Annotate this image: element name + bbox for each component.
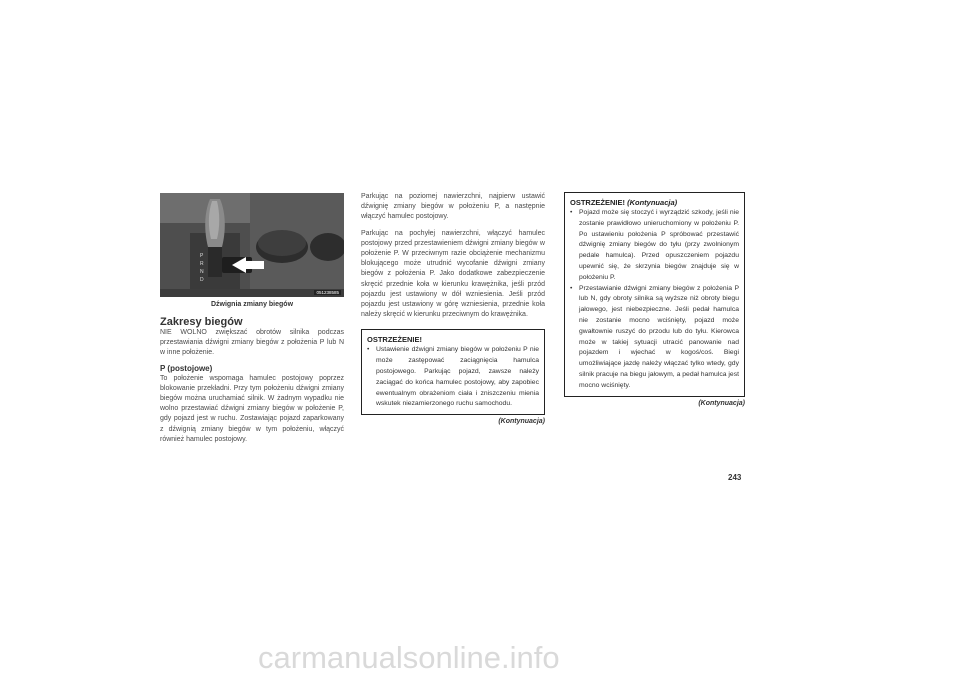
warning-item: • Przestawianie dźwigni zmiany biegów z położenia P lub N, gdy obroty silnika są wyższe niż obroty biegu jałowego, jest niebezpieczne. Jeśli pedał hamulca nie zostanie mocno wciśnięty, pojazd może gwałtownie ruszyć do przodu lub do tyłu. Kierowca może w takiej sytuacji utracić panowanie nad pojazdem i wjechać w kogoś/coś. Biegi umożliwiające jazdę należy włączać tylko wtedy, gdy silnik pracuje na biegu jałowym, a pedał hamulca jest mocno wciśnięty. xyxy=(570,284,739,389)
bullet-icon: • xyxy=(570,284,573,292)
svg-text:N: N xyxy=(200,269,204,275)
warning-title: OSTRZEŻENIE! xyxy=(367,335,423,345)
continued-label: (Kontynuacja) xyxy=(698,399,745,407)
subsection-title: P (postojowe) xyxy=(160,363,213,373)
bullet-icon: • xyxy=(367,346,370,354)
bullet-icon: • xyxy=(570,209,573,216)
svg-text:D: D xyxy=(200,277,204,283)
watermark-text: carmanualsonline.info xyxy=(258,640,560,675)
left-column xyxy=(160,193,344,445)
middle-column xyxy=(361,192,545,425)
level-parking-text: Parkując na poziomej nawierzchni, najpierw ustawić dźwignię zmiany biegów w położeniu P, a następnie włączyć hamulec postojowy. xyxy=(361,193,545,221)
figure-caption: Dźwignia zmiany biegów xyxy=(210,301,294,308)
right-column xyxy=(564,192,745,407)
svg-text:R: R xyxy=(200,261,204,267)
warning-box xyxy=(361,329,545,415)
gear-shifter-illustration xyxy=(160,193,344,297)
svg-text:P: P xyxy=(200,253,204,259)
page-number: 243 xyxy=(728,473,742,482)
gear-shifter-photo xyxy=(160,193,344,297)
continued-label: (Kontynuacja) xyxy=(498,418,545,426)
section-intro: NIE WOLNO zwiększać obrotów silnika podczas przestawiania dźwigni zmiany biegów z położenia P lub N w inne położenie. xyxy=(160,329,344,357)
warning-item: • Pojazd może się stoczyć i wyrządzić szkody, jeśli nie zostanie prawidłowo unieruchomiony w położeniu P. Po ustawieniu położenia P spróbować przestawić dźwignię zmiany biegów do tyłu (przy zwolnionym pedale hamulca). Przed opuszczeniem pojazdu upewnić się, że skrzynia biegów znajduje się w położeniu P. xyxy=(570,209,739,281)
warning-box-continued xyxy=(564,192,745,397)
figure-code: 051238585 xyxy=(316,290,339,295)
section-title: Zakresy biegów xyxy=(160,316,243,328)
park-description: To położenie wspomaga hamulec postojowy poprzez blokowanie przekładni. Przy tym położeniu dźwigni zmiany biegów można uruchamiać silnik. W żadnym wypadku nie wolno przestawiać dźwigni zmiany biegów w położenie P, gdy pojazd jest w ruchu. Zostawiając pojazd zaparkowany z dźwignią zmiany biegów w tym położeniu, włączyć również hamulec postojowy. xyxy=(160,374,344,443)
slope-parking-text: Parkując na pochyłej nawierzchni, włączyć hamulec postojowy przed przestawieniem dźwigni zmiany biegów w położenie P. W przeciwnym razie obciążenie mechanizmu blokującego może utrudnić wycofanie dźwigni zmiany biegów z położenia P. Jako dodatkowe zabezpieczenie skręcić przednie koła w kierunku krawężnika, jeśli przód pojazdu jest ustawiony w dół wzniesienia. Jeśli przód pojazdu jest ustawiony w górę wzniesienia, przednie koła należy skręcić w kierunku przeciwnym do krawężnika. xyxy=(361,229,545,319)
warning-list xyxy=(570,208,739,392)
warning-item: • Ustawienie dźwigni zmiany biegów w położeniu P nie może zastępować zaciągnięcia hamulca postojowego. Parkując pojazd, zawsze należy zaciągać do końca hamulec postojowy, aby zapobiec ewentualnym obrażeniom ciała i zniszczeniu mienia wskutek niezamierzonego ruchu samochodu. xyxy=(367,346,539,408)
warning-title-continued: OSTRZEŻENIE! (Kontynuacja) xyxy=(570,198,678,207)
warning-list xyxy=(367,345,539,410)
